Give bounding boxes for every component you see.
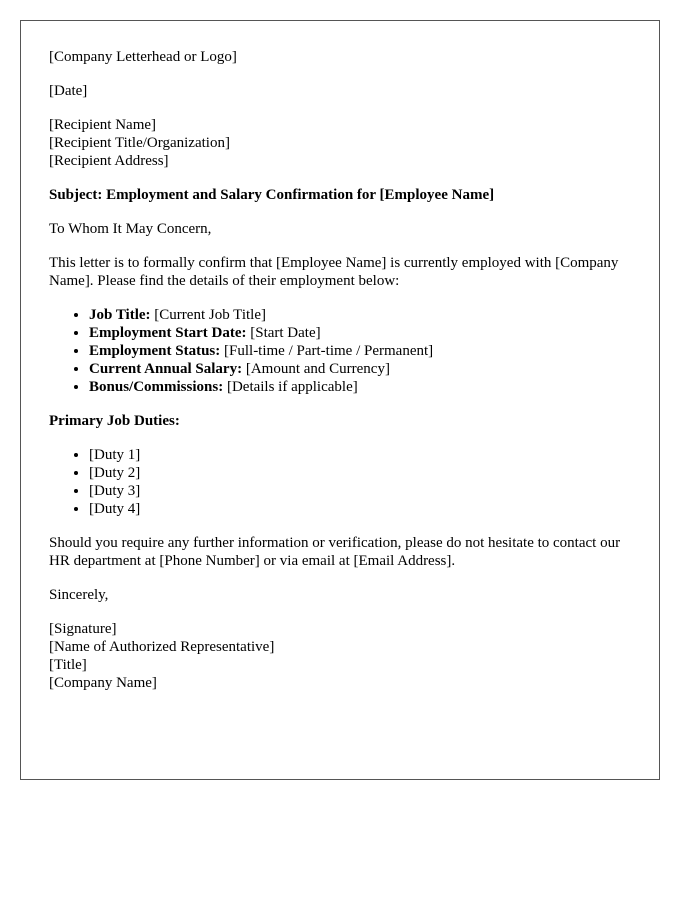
duties-heading: Primary Job Duties: bbox=[49, 413, 180, 429]
list-item bbox=[89, 306, 631, 324]
recipient-address: [Recipient Address] bbox=[49, 153, 169, 169]
detail-label: Bonus/Commissions: bbox=[89, 379, 224, 395]
duties-list bbox=[49, 446, 631, 518]
list-item: • [Duty 3] bbox=[89, 482, 631, 500]
recipient-title: [Recipient Title/Organization] bbox=[49, 135, 230, 151]
signatory-name: [Name of Authorized Representative] bbox=[49, 639, 275, 655]
signatory-title: [Title] bbox=[49, 657, 87, 673]
closing-paragraph: Should you require any further information or verification, please do not hesitate to contact our HR department at [Phone Number] or via email at [Email Address]. bbox=[49, 535, 621, 569]
detail-value: [Current Job Title] bbox=[150, 307, 266, 323]
signatory-company: [Company Name] bbox=[49, 675, 157, 691]
recipient-name: [Recipient Name] bbox=[49, 117, 157, 133]
detail-label: Job Title: bbox=[89, 307, 151, 323]
detail-value: [Start Date] bbox=[246, 325, 321, 341]
letter-page bbox=[20, 20, 660, 780]
employment-details-list bbox=[49, 306, 631, 396]
detail-value: [Amount and Currency] bbox=[242, 361, 390, 377]
letterhead: [Company Letterhead or Logo] bbox=[49, 49, 237, 65]
sign-off: Sincerely, bbox=[49, 587, 109, 603]
list-item: • [Duty 1] bbox=[89, 446, 631, 464]
list-item bbox=[89, 342, 631, 360]
detail-value: [Full-time / Part-time / Permanent] bbox=[220, 343, 434, 359]
list-item: • [Duty 2] bbox=[89, 464, 631, 482]
signature: [Signature] bbox=[49, 621, 117, 637]
detail-value: [Details if applicable] bbox=[223, 379, 358, 395]
salutation: To Whom It May Concern, bbox=[49, 221, 212, 237]
subject-line: Subject: Employment and Salary Confirmation for [Employee Name] bbox=[49, 187, 495, 203]
recipient-block bbox=[49, 116, 631, 170]
detail-label: Current Annual Salary: bbox=[89, 361, 243, 377]
list-item: • [Duty 4] bbox=[89, 500, 631, 518]
list-item bbox=[89, 324, 631, 342]
list-item bbox=[89, 360, 631, 378]
signature-block bbox=[49, 620, 631, 692]
letter-date: [Date] bbox=[49, 83, 88, 99]
list-item bbox=[89, 378, 631, 396]
intro-paragraph: This letter is to formally confirm that [Employee Name] is currently employed with [Company Name]. Please find the details of their employment below: bbox=[49, 255, 619, 289]
detail-label: Employment Status: bbox=[89, 343, 221, 359]
detail-label: Employment Start Date: bbox=[89, 325, 247, 341]
